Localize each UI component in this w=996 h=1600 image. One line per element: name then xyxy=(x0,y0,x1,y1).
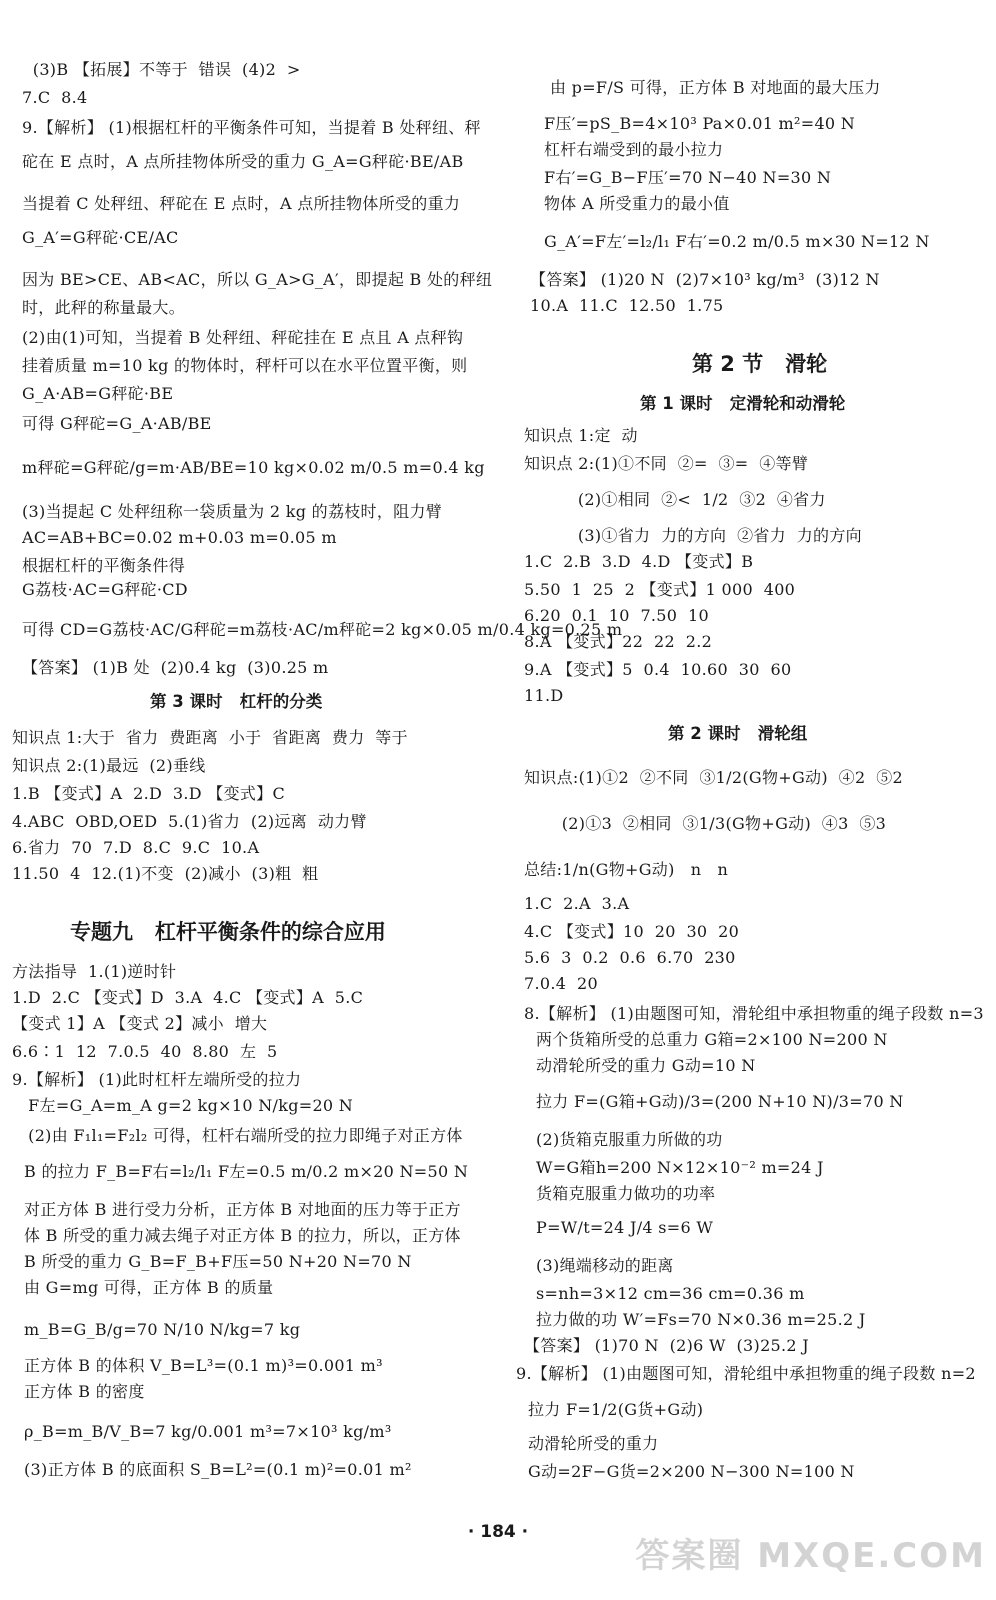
text-line: 7.0.4 20 xyxy=(524,974,598,993)
text-line: P=W/t=24 J/4 s=6 W xyxy=(536,1218,714,1237)
text-line: (2)①相同 ②< 1/2 ③2 ④省力 xyxy=(524,490,826,509)
answer-line: 【答案】 (1)70 N (2)6 W (3)25.2 J xyxy=(524,1336,810,1355)
text-line: (2)①3 ②相同 ③1/3(G物+G动) ④3 ⑤3 xyxy=(524,814,887,833)
lesson-title: 第 2 课时 滑轮组 xyxy=(668,724,808,743)
text-line: (3)B 【拓展】不等于 错误 (4)2 > xyxy=(22,60,301,79)
text-line: 物体 A 所受重力的最小值 xyxy=(544,194,730,213)
text-line: (2)由 F₁l₁=F₂l₂ 可得，杠杆右端所受的拉力即绳子对正方体 xyxy=(12,1126,463,1145)
text-line: 5.6 3 0.2 0.6 6.70 230 xyxy=(524,948,736,967)
text-line: 拉力做的功 W′=Fs=70 N×0.36 m=25.2 J xyxy=(536,1310,866,1329)
lesson-title: 第 3 课时 杠杆的分类 xyxy=(150,692,323,711)
text-line: 9.【解析】 (1)此时杠杆左端所受的拉力 xyxy=(12,1070,302,1089)
text-line: ρ_B=m_B/V_B=7 kg/0.001 m³=7×10³ kg/m³ xyxy=(24,1422,392,1441)
text-line: 由 G=mg 可得，正方体 B 的质量 xyxy=(24,1278,274,1297)
text-line: 9.【解析】 (1)由题图可知，滑轮组中承担物重的绳子段数 n=2 xyxy=(516,1364,976,1383)
text-line: 当提着 C 处秤纽、秤砣在 E 点时，A 点所挂物体所受的重力 xyxy=(22,194,461,213)
text-line: (3)①省力 力的方向 ②省力 力的方向 xyxy=(524,526,862,545)
text-line: 1.C 2.B 3.D 4.D 【变式】B xyxy=(524,552,754,571)
text-line: 拉力 F=1/2(G货+G动) xyxy=(528,1400,704,1419)
text-line: 8.A 【变式】22 22 2.2 xyxy=(524,632,713,651)
text-line: 总结:1/n(G物+G动) n n xyxy=(524,860,729,879)
text-line: 正方体 B 的密度 xyxy=(24,1382,145,1401)
text-line: m_B=G_B/g=70 N/10 N/kg=7 kg xyxy=(24,1320,301,1339)
text-line: (3)当提起 C 处秤纽称一袋质量为 2 kg 的荔枝时，阻力臂 xyxy=(22,502,443,521)
text-line: 1.D 2.C 【变式】D 3.A 4.C 【变式】A 5.C xyxy=(12,988,364,1007)
text-line: G_A′=F左′=l₂/l₁ F右′=0.2 m/0.5 m×30 N=12 N xyxy=(544,232,930,251)
text-line: 动滑轮所受的重力 G动=10 N xyxy=(536,1056,756,1075)
watermark-logo: 答案圈 MXQE.COM xyxy=(635,1536,986,1576)
text-line: 根据杠杆的平衡条件得 xyxy=(22,556,186,575)
text-line: 7.C 8.4 xyxy=(22,88,88,107)
text-line: (2)由(1)可知，当提着 B 处秤纽、秤砣挂在 E 点且 A 点秤钩 xyxy=(22,328,464,347)
text-line: (2)货箱克服重力所做的功 xyxy=(536,1130,723,1149)
text-line: G_A′=G秤砣·CE/AC xyxy=(22,228,179,247)
lesson-title: 第 1 课时 定滑轮和动滑轮 xyxy=(640,394,846,413)
page-number: · 184 · xyxy=(467,1522,529,1542)
text-line: 货箱克服重力做功的功率 xyxy=(536,1184,716,1203)
text-line: G荔枝·AC=G秤砣·CD xyxy=(22,580,188,599)
text-line: 因为 BE>CE、AB<AC，所以 G_A>G_A′，即提起 B 处的秤纽 xyxy=(22,270,493,289)
text-line: AC=AB+BC=0.02 m+0.03 m=0.05 m xyxy=(22,528,337,547)
text-line: 6.省力 70 7.D 8.C 9.C 10.A xyxy=(12,838,260,857)
text-line: 动滑轮所受的重力 xyxy=(528,1434,659,1453)
text-line: 5.50 1 25 2 【变式】1 000 400 xyxy=(524,580,796,599)
text-line: 正方体 B 的体积 V_B=L³=(0.1 m)³=0.001 m³ xyxy=(24,1356,383,1375)
text-line: 4.C 【变式】10 20 30 20 xyxy=(524,922,740,941)
text-line: 知识点 1:定 动 xyxy=(524,426,638,445)
text-line: G动=2F−G货=2×200 N−300 N=100 N xyxy=(528,1462,855,1481)
text-line: 知识点 1:大于 省力 费距离 小于 省距离 费力 等于 xyxy=(12,728,408,747)
text-line: m秤砣=G秤砣/g=m·AB/BE=10 kg×0.02 m/0.5 m=0.4 kg xyxy=(22,458,485,477)
section-title: 第 2 节 滑轮 xyxy=(692,352,828,376)
text-line: 知识点 2:(1)最远 (2)垂线 xyxy=(12,756,206,775)
text-line: 两个货箱所受的总重力 G箱=2×100 N=200 N xyxy=(536,1030,888,1049)
text-line: s=nh=3×12 cm=36 cm=0.36 m xyxy=(536,1284,805,1303)
text-line: B 的拉力 F_B=F右=l₂/l₁ F左=0.5 m/0.2 m×20 N=50 N xyxy=(24,1162,469,1181)
text-line: 6.20 0.1 10 7.50 10 xyxy=(524,606,710,625)
text-line: 方法指导 1.(1)逆时针 xyxy=(12,962,177,981)
section-title: 专题九 杠杆平衡条件的综合应用 xyxy=(70,920,386,944)
text-line: 挂着质量 m=10 kg 的物体时，秤杆可以在水平位置平衡，则 xyxy=(22,356,468,375)
text-line: F压′=pS_B=4×10³ Pa×0.01 m²=40 N xyxy=(544,114,856,133)
text-line: 体 B 所受的重力减去绳子对正方体 B 的拉力，所以，正方体 xyxy=(24,1226,461,1245)
text-line: 杠杆右端受到的最小拉力 xyxy=(544,140,724,159)
text-line: 对正方体 B 进行受力分析，正方体 B 对地面的压力等于正方 xyxy=(24,1200,461,1219)
text-line: 知识点 2:(1)①不同 ②= ③= ④等臂 xyxy=(524,454,809,473)
answer-line: 【答案】 (1)B 处 (2)0.4 kg (3)0.25 m xyxy=(22,658,329,677)
text-line: 1.B 【变式】A 2.D 3.D 【变式】C xyxy=(12,784,286,803)
text-line: 【变式 1】A 【变式 2】减小 增大 xyxy=(12,1014,268,1033)
text-line: 时，此秤的称量最大。 xyxy=(22,298,186,317)
text-line: 11.50 4 12.(1)不变 (2)减小 (3)粗 粗 xyxy=(12,864,319,883)
text-line: G_A·AB=G秤砣·BE xyxy=(22,384,174,403)
text-line: (3)绳端移动的距离 xyxy=(536,1256,674,1275)
text-line: F右′=G_B−F压′=70 N−40 N=30 N xyxy=(544,168,832,187)
text-line: 可得 G秤砣=G_A·AB/BE xyxy=(22,414,212,433)
text-line: 9.【解析】 (1)根据杠杆的平衡条件可知，当提着 B 处秤纽、秤 xyxy=(22,118,481,137)
text-line: W=G箱h=200 N×12×10⁻² m=24 J xyxy=(536,1158,824,1177)
text-line: B 所受的重力 G_B=F_B+F压=50 N+20 N=70 N xyxy=(24,1252,412,1271)
text-line: 9.A 【变式】5 0.4 10.60 30 60 xyxy=(524,660,792,679)
text-line: 可得 CD=G荔枝·AC/G秤砣=m荔枝·AC/m秤砣=2 kg×0.05 m/0.4 kg=0.25 m xyxy=(22,620,623,639)
text-line: 拉力 F=(G箱+G动)/3=(200 N+10 N)/3=70 N xyxy=(536,1092,904,1111)
text-line: F左=G_A=m_A g=2 kg×10 N/kg=20 N xyxy=(12,1096,354,1115)
text-line: 11.D xyxy=(524,686,564,705)
text-line: 8.【解析】 (1)由题图可知，滑轮组中承担物重的绳子段数 n=3 xyxy=(524,1004,984,1023)
text-line: 由 p=F/S 可得，正方体 B 对地面的最大压力 xyxy=(550,78,881,97)
text-line: 6.6∶1 12 7.0.5 40 8.80 左 5 xyxy=(12,1042,278,1061)
text-line: 知识点:(1)①2 ②不同 ③1/2(G物+G动) ④2 ⑤2 xyxy=(524,768,903,787)
answer-line: 【答案】 (1)20 N (2)7×10³ kg/m³ (3)12 N xyxy=(530,270,880,289)
text-line: 砣在 E 点时，A 点所挂物体所受的重力 G_A=G秤砣·BE/AB xyxy=(22,152,464,171)
text-line: (3)正方体 B 的底面积 S_B=L²=(0.1 m)²=0.01 m² xyxy=(24,1460,412,1479)
text-line: 10.A 11.C 12.50 1.75 xyxy=(530,296,724,315)
text-line: 4.ABC OBD,OED 5.(1)省力 (2)远离 动力臂 xyxy=(12,812,367,831)
text-line: 1.C 2.A 3.A xyxy=(524,894,630,913)
